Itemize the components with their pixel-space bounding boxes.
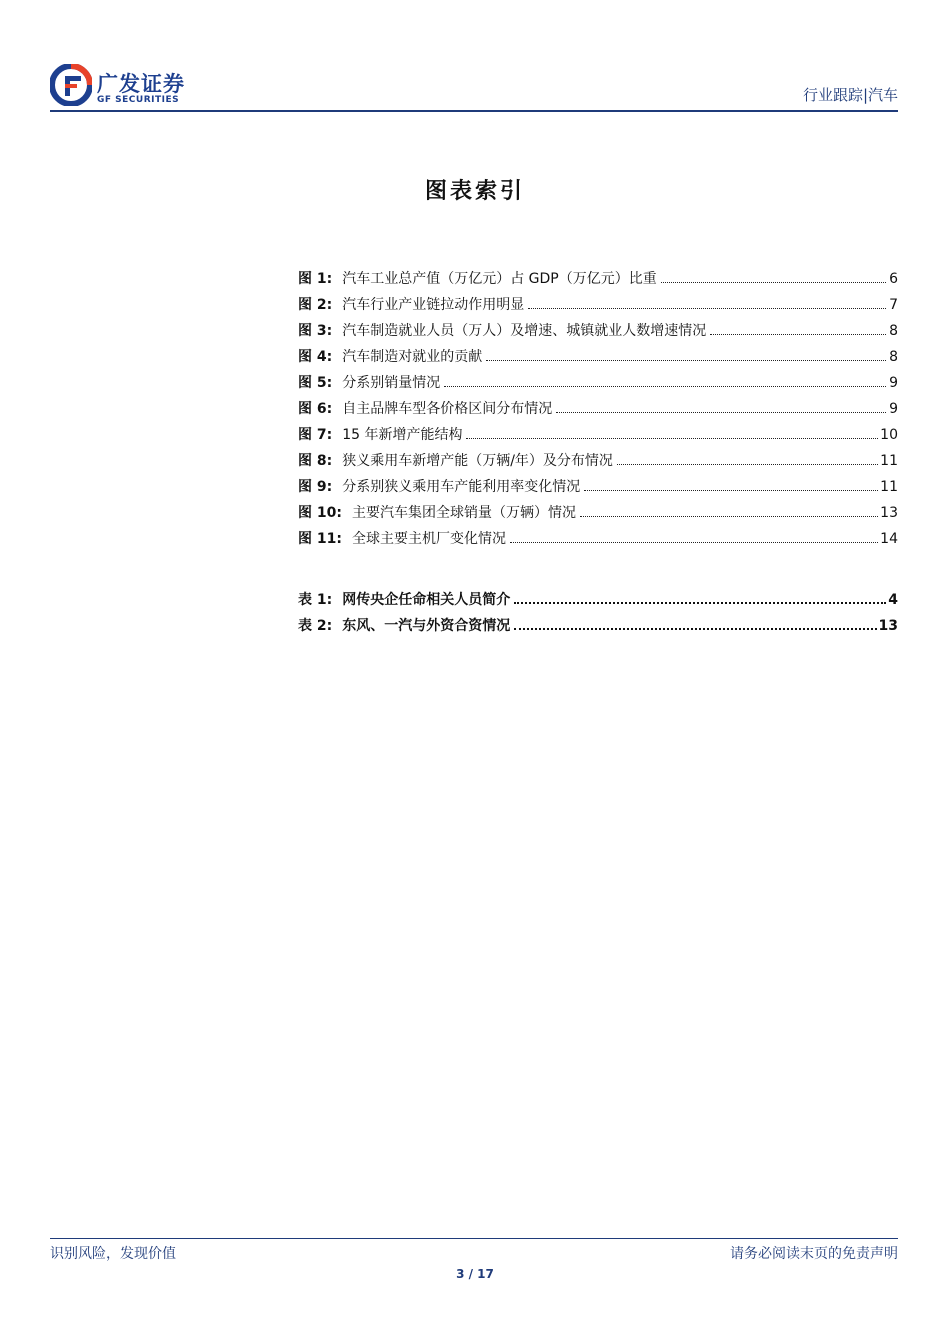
figure-title: 分系别狭义乘用车产能利用率变化情况 (342, 479, 581, 495)
figure-page: 11 (880, 479, 898, 495)
figure-page: 13 (880, 505, 898, 521)
figure-label: 图 11: (298, 531, 342, 547)
table-page: 4 (888, 592, 898, 608)
figure-entry[interactable] (298, 344, 898, 370)
dot-leader (580, 516, 878, 517)
table-label: 表 1: (298, 592, 333, 608)
logo-english-name: GF SECURITIES (97, 95, 180, 105)
gf-securities-logo (50, 64, 220, 110)
report-section-label: 行业跟踪|汽车 (802, 86, 898, 104)
dot-leader (661, 282, 886, 283)
figure-label: 图 3: (298, 323, 333, 339)
figure-page: 9 (889, 375, 898, 391)
figure-entry[interactable] (298, 292, 898, 318)
figure-label: 图 5: (298, 375, 333, 391)
figure-title: 自主品牌车型各价格区间分布情况 (342, 401, 553, 417)
figure-label: 图 10: (298, 505, 342, 521)
figure-page: 9 (889, 401, 898, 417)
footer-disclaimer: 请务必阅读末页的免责声明 (730, 1246, 898, 1262)
figure-title: 全球主要主机厂变化情况 (351, 531, 506, 547)
figure-label: 图 2: (298, 297, 333, 313)
dot-leader (556, 412, 886, 413)
figure-entry[interactable] (298, 422, 898, 448)
figure-title: 狭义乘用车新增产能（万辆/年）及分布情况 (342, 453, 613, 469)
page-title: 图表索引 (424, 178, 525, 204)
figure-title: 汽车制造对就业的贡献 (342, 349, 483, 365)
figure-entry[interactable] (298, 266, 898, 292)
table-entry[interactable] (298, 613, 898, 639)
dot-leader (584, 490, 878, 491)
table-index-list (298, 587, 898, 639)
dot-leader (617, 464, 878, 465)
figure-index-list (298, 266, 898, 552)
figure-label: 图 8: (298, 453, 333, 469)
dot-leader (528, 308, 886, 309)
dot-leader (510, 542, 878, 543)
footer-slogan: 识别风险，发现价值 (50, 1246, 176, 1262)
figure-entry[interactable] (298, 474, 898, 500)
figure-label: 图 1: (298, 271, 333, 287)
figure-entry[interactable] (298, 396, 898, 422)
table-label: 表 2: (298, 618, 333, 634)
table-title: 网传央企任命相关人员简介 (342, 592, 511, 608)
figure-label: 图 9: (298, 479, 333, 495)
page-header (50, 58, 898, 110)
figure-title: 分系别销量情况 (342, 375, 441, 391)
header-divider (50, 110, 898, 112)
figure-title: 主要汽车集团全球销量（万辆）情况 (351, 505, 576, 521)
figure-page: 8 (889, 349, 898, 365)
dot-leader (486, 360, 886, 361)
figure-title: 汽车行业产业链拉动作用明显 (342, 297, 525, 313)
dot-leader (514, 602, 886, 604)
table-page: 13 (878, 618, 898, 634)
figure-entry[interactable] (298, 318, 898, 344)
figure-label: 图 6: (298, 401, 333, 417)
page-number: 3 / 17 (456, 1267, 494, 1281)
gf-logo-icon (50, 64, 92, 106)
dot-leader (710, 334, 886, 335)
dot-leader (514, 628, 876, 630)
figure-label: 图 7: (298, 427, 333, 443)
table-title: 东风、一汽与外资合资情况 (342, 618, 511, 634)
figure-entry[interactable] (298, 448, 898, 474)
figure-entry[interactable] (298, 526, 898, 552)
figure-page: 14 (880, 531, 898, 547)
figure-title: 15 年新增产能结构 (342, 427, 463, 443)
logo-chinese-name: 广发证券 (97, 72, 185, 96)
figure-label: 图 4: (298, 349, 333, 365)
figure-title: 汽车工业总产值（万亿元）占 GDP（万亿元）比重 (342, 271, 657, 287)
dot-leader (466, 438, 878, 439)
figure-page: 7 (889, 297, 898, 313)
figure-title: 汽车制造就业人员（万人）及增速、城镇就业人数增速情况 (342, 323, 707, 339)
figure-page: 11 (880, 453, 898, 469)
figure-entry[interactable] (298, 370, 898, 396)
dot-leader (444, 386, 886, 387)
figure-page: 8 (889, 323, 898, 339)
table-entry[interactable] (298, 587, 898, 613)
footer-divider (50, 1238, 898, 1239)
figure-entry[interactable] (298, 500, 898, 526)
figure-page: 10 (880, 427, 898, 443)
figure-page: 6 (889, 271, 898, 287)
